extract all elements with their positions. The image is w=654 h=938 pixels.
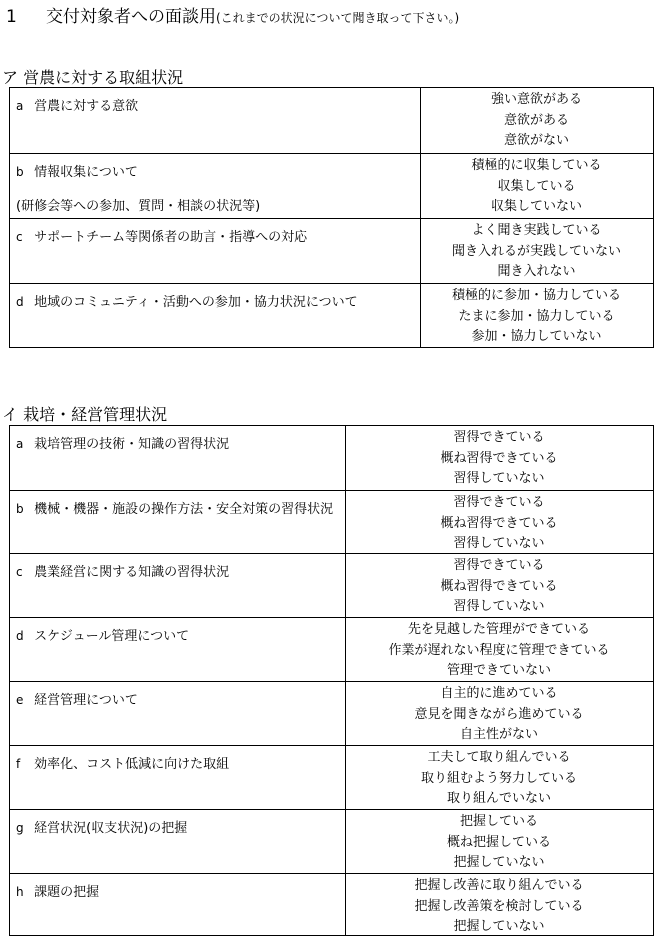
row-letter: e [16,693,24,707]
option-list [345,428,653,490]
option-text: 把握していない [453,855,545,870]
table-row [10,426,653,490]
option-text: 参加・協力していない [471,329,602,344]
row-text: 情報収集について [34,165,138,180]
row-note: (研修会等への参加、質問・相談の状況等) [16,199,261,214]
option-list [420,156,653,218]
table-row [10,617,653,681]
row-item [16,690,338,711]
option-text: 工夫して取り組んでいる [427,750,571,765]
row-text: 効率化、コスト低減に向けた取組 [34,757,230,772]
option-text: 聞き入れるが実践していない [451,243,621,259]
option-text: 自主性がない [459,727,538,742]
section-b-table [9,425,654,936]
option-text: 把握している [459,814,538,829]
option-text: 意欲がある [503,112,569,128]
row-letter: b [16,502,24,516]
option-text: 強い意欲がある [490,92,582,107]
title-subtitle: (これまでの状況について聞き取って下さい。) [216,11,460,25]
option-list [345,876,653,938]
row-letter: f [16,757,21,771]
option-text: 概ね習得できている [440,515,558,531]
section-b-heading: イ 栽培・経営管理状況 [2,405,168,424]
option-text: 収集していない [490,199,582,214]
row-item [16,754,338,775]
option-text: 先を見越した管理ができている [407,622,590,637]
title-number: 1 [6,7,17,27]
row-item [16,227,411,248]
option-text: よく聞き実践している [471,223,602,238]
option-text: 習得していない [453,536,545,551]
table-row [10,283,653,348]
row-item [16,434,338,455]
table-row [10,681,653,745]
option-text: 作業が遅れない程度に管理できている [388,642,610,658]
option-text: 管理できていない [446,663,551,678]
table-row [10,553,653,617]
table-row [10,873,653,936]
option-text: 把握していない [453,919,545,934]
row-letter: g [16,821,24,835]
row-text: 農業経営に関する知識の習得状況 [34,565,230,580]
option-text: 積極的に参加・協力している [451,288,621,303]
row-letter: b [16,165,24,179]
option-text: 意見を聞きながら進めている [414,706,584,722]
row-item [16,292,411,313]
option-text: 聞き入れない [497,264,576,279]
row-letter: d [16,295,24,309]
row-letter: a [16,99,24,113]
option-list [345,493,653,555]
option-text: 取り組んでいない [446,791,551,806]
row-letter: a [16,437,24,451]
option-text: 積極的に収集している [471,158,602,173]
row-item [16,96,411,117]
option-text: たまに参加・協力している [458,308,615,324]
row-letter: c [16,565,23,579]
option-text: 習得していない [453,471,545,486]
row-text: サポートチーム等関係者の助言・指導への対応 [34,230,308,245]
table-row [10,490,653,553]
row-letter: d [16,629,24,643]
option-list [345,812,653,874]
option-text: 自主的に進めている [440,686,558,701]
row-item [16,882,338,903]
option-text: 習得できている [453,558,545,573]
table-row [10,218,653,283]
option-list [420,286,653,348]
option-text: 概ね習得できている [440,578,558,594]
title-text: 交付対象者への面談用 [46,7,216,27]
option-list [345,684,653,746]
option-list [345,556,653,618]
option-text: 把握し改善に取り組んでいる [414,878,584,893]
section-a-table [9,87,654,348]
row-item [16,562,338,583]
option-text: 概ね把握している [446,834,551,850]
row-text: 機械・機器・施設の操作方法・安全対策の習得状況 [34,502,334,517]
row-text: 地域のコミュニティ・活動への参加・協力状況について [34,295,358,310]
row-item [16,626,338,647]
option-text: 把握し改善策を検討している [414,898,584,914]
table-row [10,809,653,873]
row-item [16,499,338,520]
option-text: 意欲がない [503,133,569,148]
table-row [10,745,653,809]
row-text: 営農に対する意欲 [34,99,139,114]
option-text: 習得していない [453,599,545,614]
option-list [345,748,653,810]
row-item [16,818,338,839]
option-text: 取り組むよう努力している [420,770,577,786]
row-text: 経営管理について [34,693,138,708]
option-list [345,620,653,682]
table-row [10,153,653,218]
option-text: 習得できている [453,430,545,445]
page-title [6,2,459,27]
row-letter: h [16,885,24,899]
option-text: 収集している [497,178,576,194]
table-row [10,88,653,153]
row-item [16,162,411,217]
option-list [420,221,653,283]
row-text: 栽培管理の技術・知識の習得状況 [34,437,230,452]
row-text: 課題の把握 [34,885,100,900]
row-letter: c [16,230,23,244]
section-a-heading: ア 営農に対する取組状況 [2,68,184,87]
option-list [420,90,653,152]
option-text: 習得できている [453,495,545,510]
option-text: 概ね習得できている [440,450,558,466]
row-text: スケジュール管理について [34,629,190,644]
row-text: 経営状況(収支状況)の把握 [34,821,188,836]
